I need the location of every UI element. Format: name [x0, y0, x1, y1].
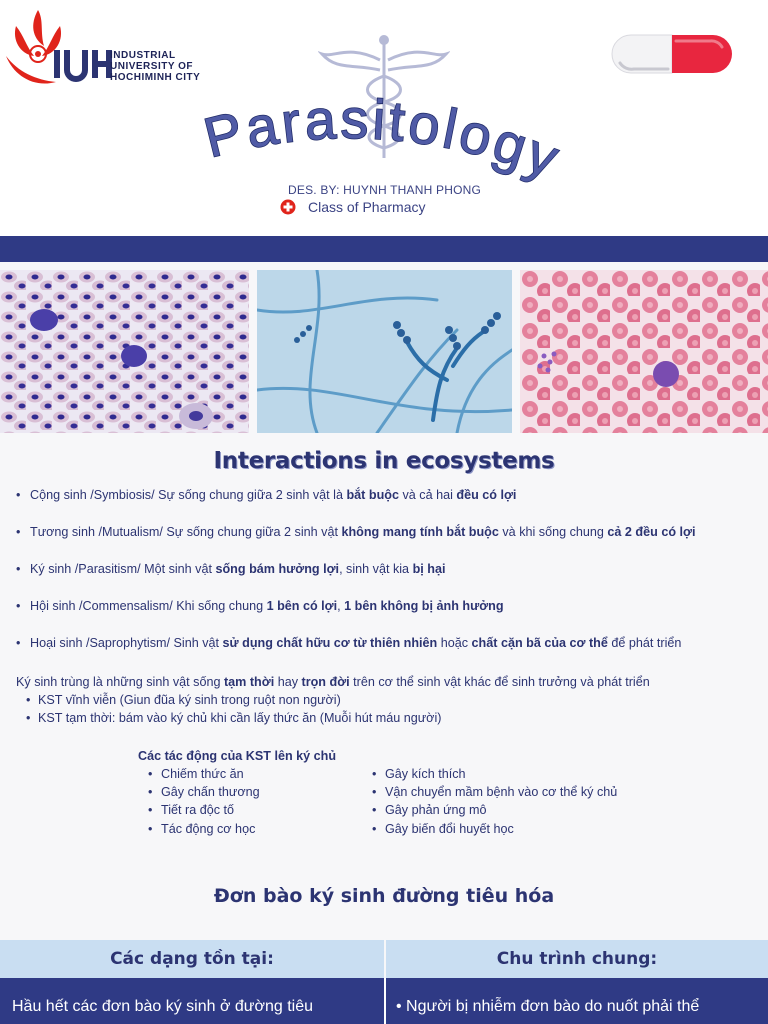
- forms-body: [0, 978, 384, 1024]
- micrograph-strip: [0, 270, 768, 433]
- body-text: Ký sinh /Parasitism/ Một sinh vật: [30, 562, 216, 576]
- digestive-protozoa-title: Đơn bào ký sinh đường tiêu hóa: [213, 885, 555, 907]
- header-band: [0, 236, 768, 262]
- emphasis-text: bị hại: [412, 562, 446, 576]
- iuh-logo-icon: [4, 6, 114, 88]
- blood-smear-micrograph: [0, 270, 249, 433]
- logo-line-2: UNIVERSITY OF: [110, 61, 193, 72]
- pill-icon: [610, 33, 734, 75]
- effects-title: Các tác động của KST lên ký chủ: [138, 749, 337, 763]
- body-text: , sinh vật kia: [339, 562, 413, 576]
- blood-smear-image: [0, 270, 249, 433]
- emphasis-text: sống bám hưởng lợi: [215, 562, 340, 576]
- interactions-title: Interactions in ecosystems: [213, 448, 555, 474]
- body-text: Tương sinh /Mutualism/ Sự sống chung giữa 2 sinh vật: [30, 525, 342, 539]
- body-text: Hoại sinh /Saprophytism/ Sinh vật: [30, 636, 223, 650]
- body-text: và khi sống chung: [498, 525, 608, 539]
- emphasis-text: không mang tính bắt buộc: [341, 525, 499, 539]
- body-text: ,: [337, 599, 345, 613]
- interaction-mutualism: [16, 523, 768, 560]
- fungal-hyphae-image: [257, 270, 512, 433]
- interaction-commensalism: [16, 597, 768, 634]
- life-cycle-body: [386, 978, 768, 1024]
- university-name: [110, 50, 200, 83]
- logo-line-3: HOCHIMINH CITY: [110, 72, 201, 83]
- page-title-text: Parasitology: [197, 96, 567, 190]
- emphasis-text: sử dụng chất hữu cơ từ thiên nhiên: [222, 636, 438, 650]
- emphasis-text: cả 2 đều có lợi: [607, 525, 696, 539]
- body-text: Hội sinh /Commensalism/ Khi sống chung: [30, 599, 267, 613]
- interaction-symbiosis: [16, 486, 768, 523]
- fungal-hyphae-micrograph: [257, 270, 512, 433]
- body-text: để phát triển: [607, 636, 682, 650]
- body-text: và cả hai: [398, 488, 457, 502]
- interactions-list: [16, 486, 768, 671]
- red-blood-cells-image: [520, 270, 768, 433]
- body-text: hoặc: [437, 636, 472, 650]
- emphasis-text: 1 bên không bị ảnh hưởng: [344, 599, 504, 613]
- forms-text: Hầu hết các đơn bào ký sinh ở đường tiêu: [12, 998, 314, 1015]
- body-text: hay: [274, 675, 302, 689]
- logo-line-1: INDUSTRIAL: [110, 50, 176, 61]
- interaction-parasitism: [16, 560, 768, 597]
- designer-credit: DES. BY: HUYNH THANH PHONG: [288, 183, 482, 197]
- svg-text:Parasitology: [198, 96, 567, 190]
- university-logo[interactable]: [4, 6, 214, 88]
- emphasis-text: bắt buộc: [346, 488, 399, 502]
- emphasis-text: 1 bên có lợi: [266, 599, 338, 613]
- interaction-saprophytism: [16, 634, 768, 671]
- emphasis-text: tạm thời: [223, 675, 275, 689]
- life-cycle-heading: Chu trình chung:: [386, 940, 768, 978]
- body-text: Ký sinh trùng là những sinh vật sống: [16, 675, 224, 689]
- red-blood-cells-micrograph: [520, 270, 768, 433]
- class-label: Class of Pharmacy: [308, 199, 426, 215]
- forms-heading: Các dạng tồn tại:: [0, 940, 384, 978]
- emphasis-text: chất cặn bã của cơ thể: [471, 636, 608, 650]
- medical-cross-icon: [280, 199, 296, 215]
- header: [0, 0, 768, 236]
- life-cycle-text: • Người bị nhiễm đơn bào do nuốt phải thể: [396, 998, 700, 1015]
- body-text: trên cơ thể sinh vật khác để sinh trưởng và phát triển: [349, 675, 650, 689]
- emphasis-text: trọn đời: [301, 675, 350, 689]
- parasite-definition: [16, 675, 756, 689]
- emphasis-text: đều có lợi: [456, 488, 517, 502]
- body-text: Cộng sinh /Symbiosis/ Sự sống chung giữa 2 sinh vật là: [30, 488, 347, 502]
